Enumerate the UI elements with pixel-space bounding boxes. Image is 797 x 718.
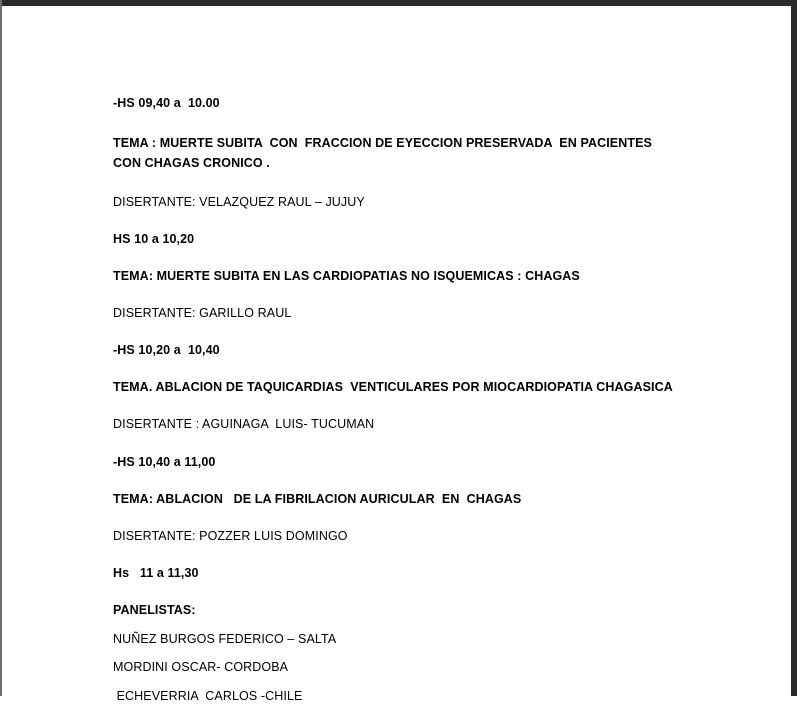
schedule-time-line: HS 10 a 10,20 bbox=[113, 231, 195, 246]
panelists-heading: PANELISTAS: bbox=[113, 603, 196, 617]
schedule-time-line: -HS 10,20 a 10,40 bbox=[113, 343, 220, 358]
speaker-line: DISERTANTE : AGUINAGA LUIS- TUCUMAN bbox=[113, 417, 375, 432]
schedule-time-line: -HS 10,40 a 11,00 bbox=[113, 454, 216, 469]
document-text-body bbox=[113, 96, 713, 718]
session-topic-line: TEMA : MUERTE SUBITA CON FRACCION DE EYECCION PRESERVADA EN PACIENTES CON CHAGAS CRONICO . bbox=[113, 136, 656, 171]
window-left-edge bbox=[0, 0, 2, 696]
panelist-line: ECHEVERRIA CARLOS -CHILE bbox=[113, 688, 303, 703]
speaker-line: DISERTANTE: VELAZQUEZ RAUL – JUJUY bbox=[113, 194, 365, 209]
speaker-line: DISERTANTE: GARILLO RAUL bbox=[113, 306, 292, 320]
schedule-time-line: -HS 09,40 a 10.00 bbox=[113, 96, 220, 110]
schedule-time-line: Hs 11 a 11,30 bbox=[113, 565, 199, 580]
window-top-edge bbox=[0, 0, 797, 6]
session-topic-line: TEMA: MUERTE SUBITA EN LAS CARDIOPATIAS NO ISQUEMICAS : CHAGAS bbox=[113, 268, 580, 283]
panelist-line: NUÑEZ BURGOS FEDERICO – SALTA bbox=[113, 631, 337, 646]
panelist-line: MORDINI OSCAR- CORDOBA bbox=[113, 660, 289, 675]
speaker-line: DISERTANTE: POZZER LUIS DOMINGO bbox=[113, 528, 348, 543]
window-right-edge bbox=[791, 0, 797, 696]
session-topic-line: TEMA. ABLACION DE TAQUICARDIAS VENTICULARES POR MIOCARDIOPATIA CHAGASICA bbox=[113, 380, 673, 395]
session-topic-line: TEMA: ABLACION DE LA FIBRILACION AURICULAR EN CHAGAS bbox=[113, 491, 522, 506]
